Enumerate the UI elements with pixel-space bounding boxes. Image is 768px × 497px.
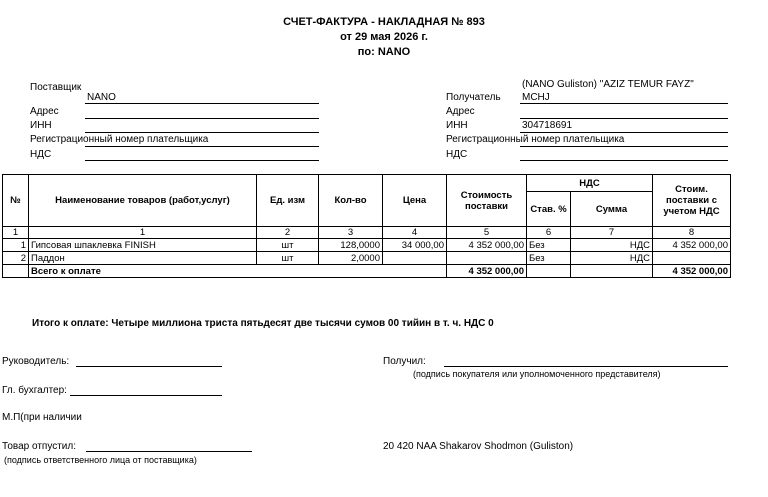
invoice-by: по: NANO	[357, 46, 411, 58]
released-label: Товар отпустил:	[2, 441, 76, 452]
col-number: 1	[3, 227, 29, 239]
header-nds: НДС	[527, 175, 653, 192]
col-number: 7	[571, 227, 653, 239]
col-number: 8	[653, 227, 731, 239]
supplier-inn-label: ИНН	[30, 120, 52, 131]
supplier-nds-underline	[85, 160, 319, 161]
total-label: Всего к оплате	[29, 265, 447, 278]
header-rate: Став. %	[527, 192, 571, 227]
supplier-inn-underline	[85, 132, 319, 133]
header-name: Наименование товаров (работ,услуг)	[29, 175, 257, 227]
header-no: №	[3, 175, 29, 227]
header-cost: Стоимость поставки	[447, 175, 527, 227]
recipient-label: Получатель	[446, 92, 501, 103]
header-qty: Кол-во	[319, 175, 383, 227]
row-price: 34 000,00	[383, 239, 447, 252]
row-rate: Без	[527, 252, 571, 265]
supplier-underline	[85, 103, 319, 104]
row-unit: шт	[257, 239, 319, 252]
col-number: 4	[383, 227, 447, 239]
row-nds-sum: НДС	[571, 252, 653, 265]
accountant-label: Гл. бухгалтер:	[2, 385, 67, 396]
total-in-words: Итого к оплате: Четыре миллиона триста пятьдесят две тысячи сумов 00 тийин в т. ч. НДС 0	[32, 318, 494, 329]
row-name: Гипсовая шпаклевка FINISH	[29, 239, 257, 252]
supplier-address-underline	[85, 118, 319, 119]
total-row	[3, 265, 731, 278]
col-number: 1	[29, 227, 257, 239]
total-cost: 4 352 000,00	[447, 265, 527, 278]
supplier-reg-label: Регистрационный номер плательщика	[30, 134, 209, 145]
row-qty: 2,0000	[319, 252, 383, 265]
row-unit: шт	[257, 252, 319, 265]
col-number: 6	[527, 227, 571, 239]
invoice-table	[2, 174, 731, 278]
row-total	[653, 252, 731, 265]
driver-info: 20 420 NAA Shakarov Shodmon (Guliston)	[383, 441, 574, 452]
supplier-nds-label: НДС	[30, 149, 52, 160]
received-label: Получил:	[383, 356, 426, 367]
row-name: Паддон	[29, 252, 257, 265]
row-no: 2	[3, 252, 29, 265]
invoice-date: от 29 мая 2026 г.	[340, 31, 428, 43]
released-signature-line	[86, 451, 252, 452]
accountant-signature-line	[70, 395, 222, 396]
row-price	[383, 252, 447, 265]
row-cost: 4 352 000,00	[447, 239, 527, 252]
table-row	[3, 239, 731, 252]
recipient-address-underline	[520, 118, 728, 119]
received-note: (подпись покупателя или уполномоченного представителя)	[413, 369, 661, 379]
received-signature-line	[444, 366, 728, 367]
recipient-nds-underline	[520, 160, 728, 161]
total-empty	[527, 265, 571, 278]
recipient-reg-underline	[520, 146, 728, 147]
row-qty: 128,0000	[319, 239, 383, 252]
col-number: 5	[447, 227, 527, 239]
col-number: 3	[319, 227, 383, 239]
recipient-nds-label: НДС	[446, 149, 468, 160]
released-note: (подпись ответственного лица от поставщика)	[4, 455, 197, 465]
row-rate: Без	[527, 239, 571, 252]
recipient-inn-underline	[520, 132, 728, 133]
supplier-value: NANO	[87, 92, 116, 103]
stamp-label: М.П(при наличии	[2, 412, 82, 423]
invoice-title: СЧЕТ-ФАКТУРА - НАКЛАДНАЯ № 893	[283, 16, 485, 28]
recipient-underline	[520, 103, 728, 104]
supplier-label: Поставщик	[30, 82, 82, 93]
row-no: 1	[3, 239, 29, 252]
header-total: Стоим. поставки с учетом НДС	[653, 175, 731, 227]
recipient-inn-label: ИНН	[446, 120, 468, 131]
recipient-reg-label: Регистрационный номер плательщика	[446, 134, 625, 145]
recipient-value-line2: MCHJ	[522, 92, 550, 103]
recipient-address-label: Адрес	[446, 106, 475, 117]
table-row	[3, 252, 731, 265]
row-cost	[447, 252, 527, 265]
director-signature-line	[76, 366, 222, 367]
recipient-value-line1: (NANO Guliston) "AZIZ TEMUR FAYZ"	[522, 79, 694, 90]
recipient-inn-value: 304718691	[522, 120, 573, 131]
row-total: 4 352 000,00	[653, 239, 731, 252]
director-label: Руководитель:	[2, 356, 70, 367]
total-empty	[571, 265, 653, 278]
supplier-address-label: Адрес	[30, 106, 59, 117]
supplier-reg-underline	[85, 146, 319, 147]
total-grand: 4 352 000,00	[653, 265, 731, 278]
col-number: 2	[257, 227, 319, 239]
header-sum: Сумма	[571, 192, 653, 227]
row-nds-sum: НДС	[571, 239, 653, 252]
total-empty	[3, 265, 29, 278]
header-price: Цена	[383, 175, 447, 227]
header-unit: Ед. изм	[257, 175, 319, 227]
